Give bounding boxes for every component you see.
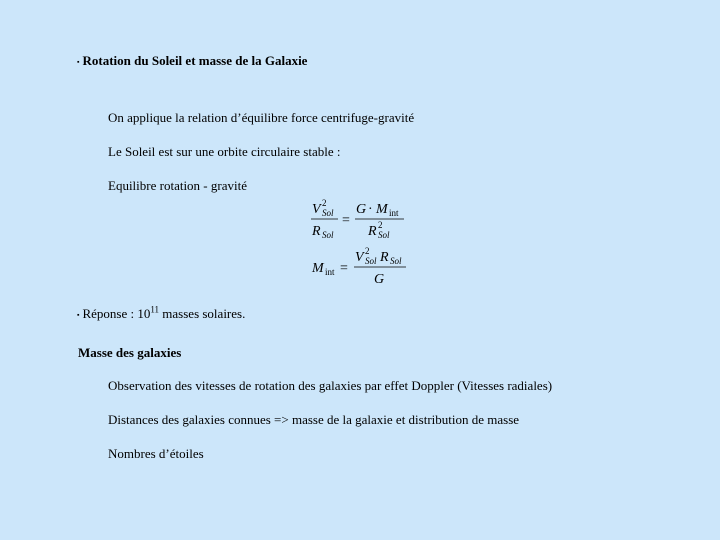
formula-dot: ·: [368, 202, 373, 217]
formula-r: R: [312, 224, 321, 239]
formula-sup: 2: [365, 246, 370, 256]
formula-sub: Sol: [322, 208, 334, 218]
formula-eq: =: [340, 261, 348, 276]
bullet-icon: ▪: [77, 58, 80, 67]
answer-prefix: Réponse : 10: [82, 306, 151, 321]
text-line-doppler: Observation des vitesses de rotation des galaxies par effet Doppler (Vitesses radiales): [108, 378, 553, 393]
text-line-distances: Distances des galaxies connues => masse de la galaxie et distribution de masse: [108, 412, 520, 427]
formula-sub: int: [389, 208, 399, 218]
slide-title: [77, 53, 307, 69]
formula-m: M: [312, 261, 324, 276]
formula-sup: 2: [378, 220, 383, 230]
formula-r: R: [368, 224, 377, 239]
formula-g: G: [356, 202, 367, 217]
text-line-rotation-gravity: Equilibre rotation - gravité: [108, 178, 247, 193]
formula-m: M: [376, 202, 388, 217]
formula-g: G: [374, 272, 385, 287]
formula-v: V: [355, 250, 364, 265]
bullet-icon: ▪: [77, 311, 80, 320]
formula-sub: Sol: [378, 230, 390, 240]
formula-sub: Sol: [365, 256, 377, 266]
section-title: Masse des galaxies: [78, 345, 182, 360]
text-line-star-count: Nombres d’étoiles: [108, 446, 204, 461]
formula-sup: 2: [322, 198, 327, 208]
text-line-equilibrium-relation: On applique la relation d’équilibre force centrifuge-gravité: [108, 110, 415, 125]
answer-line: [77, 306, 245, 322]
formula-r: R: [380, 250, 389, 265]
formula-eq: =: [342, 213, 350, 228]
formula-v: V: [312, 202, 321, 217]
text-line-circular-orbit: Le Soleil est sur une orbite circulaire stable :: [108, 144, 341, 159]
answer-exponent: 11: [150, 304, 160, 315]
answer-suffix: masses solaires.: [159, 306, 246, 321]
slide-title-text: Rotation du Soleil et masse de la Galaxie: [82, 53, 308, 68]
formula-sub: Sol: [322, 230, 334, 240]
equilibrium-formula: [308, 198, 418, 290]
formula-sub: Sol: [390, 256, 402, 266]
formula-sub: int: [325, 267, 335, 277]
